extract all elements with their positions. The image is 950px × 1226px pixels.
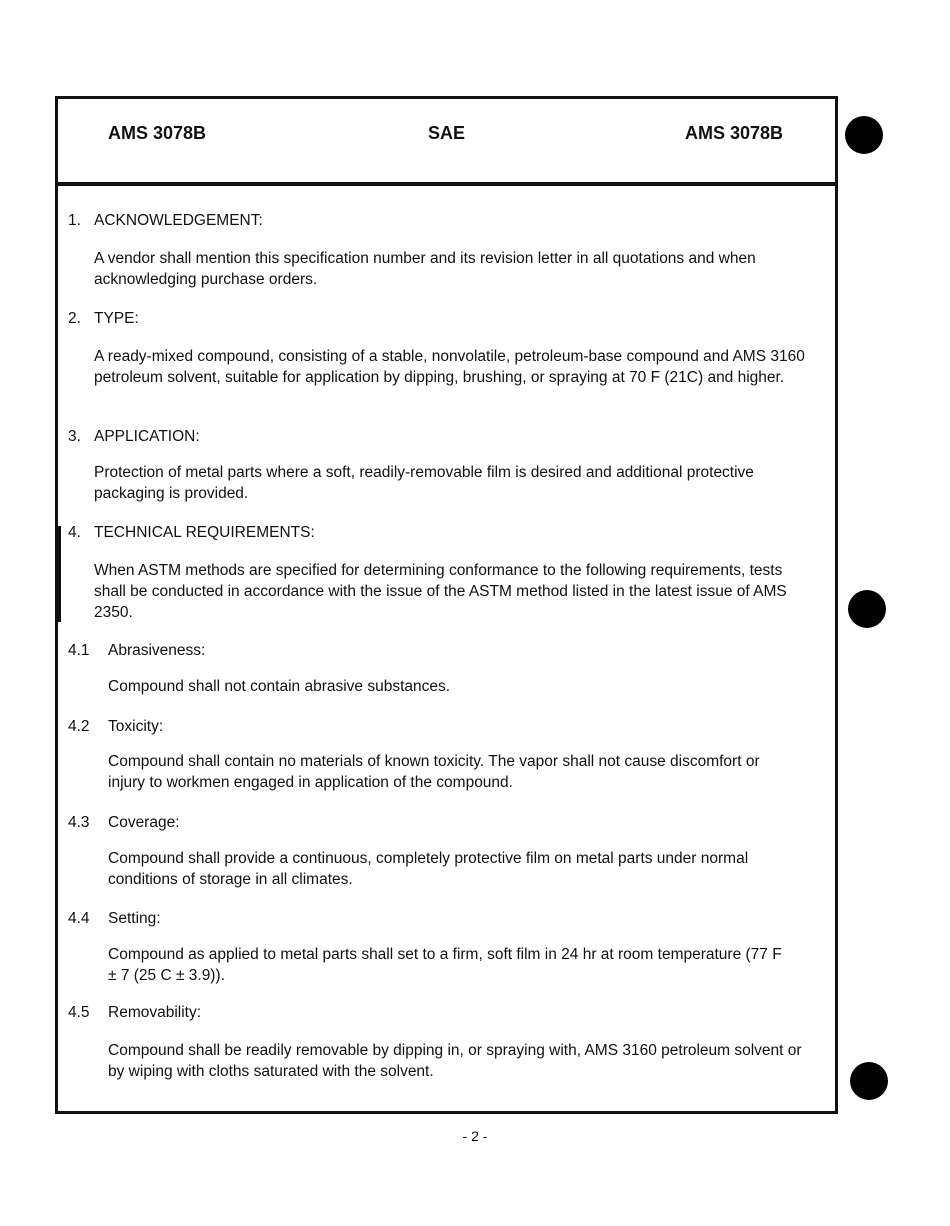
- page-number: - 2 -: [462, 1128, 488, 1144]
- revision-dot-marker: [848, 590, 886, 628]
- section-number: 4.4: [68, 910, 90, 927]
- section-title: Abrasiveness:: [108, 642, 206, 659]
- section-title: ACKNOWLEDGEMENT:: [94, 212, 263, 229]
- section-title: TYPE:: [94, 310, 139, 327]
- section-4-4-body: Compound as applied to metal parts shall set to a firm, soft film in 24 hr at room temperature (77 F ± 7 (25 C ± 3.9)).: [108, 946, 782, 984]
- section-4-body: When ASTM methods are specified for determining conformance to the following requirements, tests shall be conducted in accordance with the issue of the ASTM method listed in the latest issue of AMS 2350.: [94, 562, 787, 621]
- section-4-1-body: Compound shall not contain abrasive substances.: [108, 678, 451, 695]
- section-title: Setting:: [108, 910, 161, 927]
- section-number: 1.: [68, 212, 81, 229]
- section-1-body: A vendor shall mention this specification number and its revision letter in all quotations and when acknowledging purchase orders.: [94, 250, 756, 288]
- section-number: 4.: [68, 524, 81, 541]
- header-left-spec: AMS 3078B: [108, 123, 207, 143]
- section-title: Removability:: [108, 1004, 202, 1021]
- document-body: [58, 186, 835, 1111]
- section-4-5-body: Compound shall be readily removable by dipping in, or spraying with, AMS 3160 petroleum solvent or by wiping with cloths saturated with the solvent.: [108, 1042, 802, 1080]
- section-2-body: A ready-mixed compound, consisting of a stable, nonvolatile, petroleum-base compound and AMS 3160 petroleum solvent, suitable for application by dipping, brushing, or spraying at 70 F (21C) and higher.: [94, 348, 805, 386]
- section-number: 3.: [68, 428, 81, 445]
- document-header: [58, 99, 835, 186]
- section-title: Toxicity:: [108, 718, 164, 735]
- revision-dot-marker: [845, 116, 883, 154]
- section-title: Coverage:: [108, 814, 180, 831]
- section-4-3-body: Compound shall provide a continuous, completely protective film on metal parts under normal conditions of storage in all climates.: [108, 850, 749, 888]
- section-title: APPLICATION:: [94, 428, 200, 445]
- revision-change-bar: [55, 526, 61, 622]
- section-title: TECHNICAL REQUIREMENTS:: [94, 524, 315, 541]
- section-number: 4.1: [68, 642, 90, 659]
- section-number: 2.: [68, 310, 81, 327]
- section-number: 4.2: [68, 718, 90, 735]
- header-right-spec: AMS 3078B: [684, 123, 783, 143]
- header-center-org: SAE: [428, 123, 466, 143]
- section-4-2-body: Compound shall contain no materials of known toxicity. The vapor shall not cause discomfort or injury to workmen engaged in application of the compound.: [108, 753, 760, 791]
- section-3-body: Protection of metal parts where a soft, readily-removable film is desired and additional protective packaging is provided.: [94, 464, 754, 502]
- section-number: 4.3: [68, 814, 90, 831]
- document-frame: [55, 96, 838, 1114]
- revision-dot-marker: [850, 1062, 888, 1100]
- section-number: 4.5: [68, 1004, 90, 1021]
